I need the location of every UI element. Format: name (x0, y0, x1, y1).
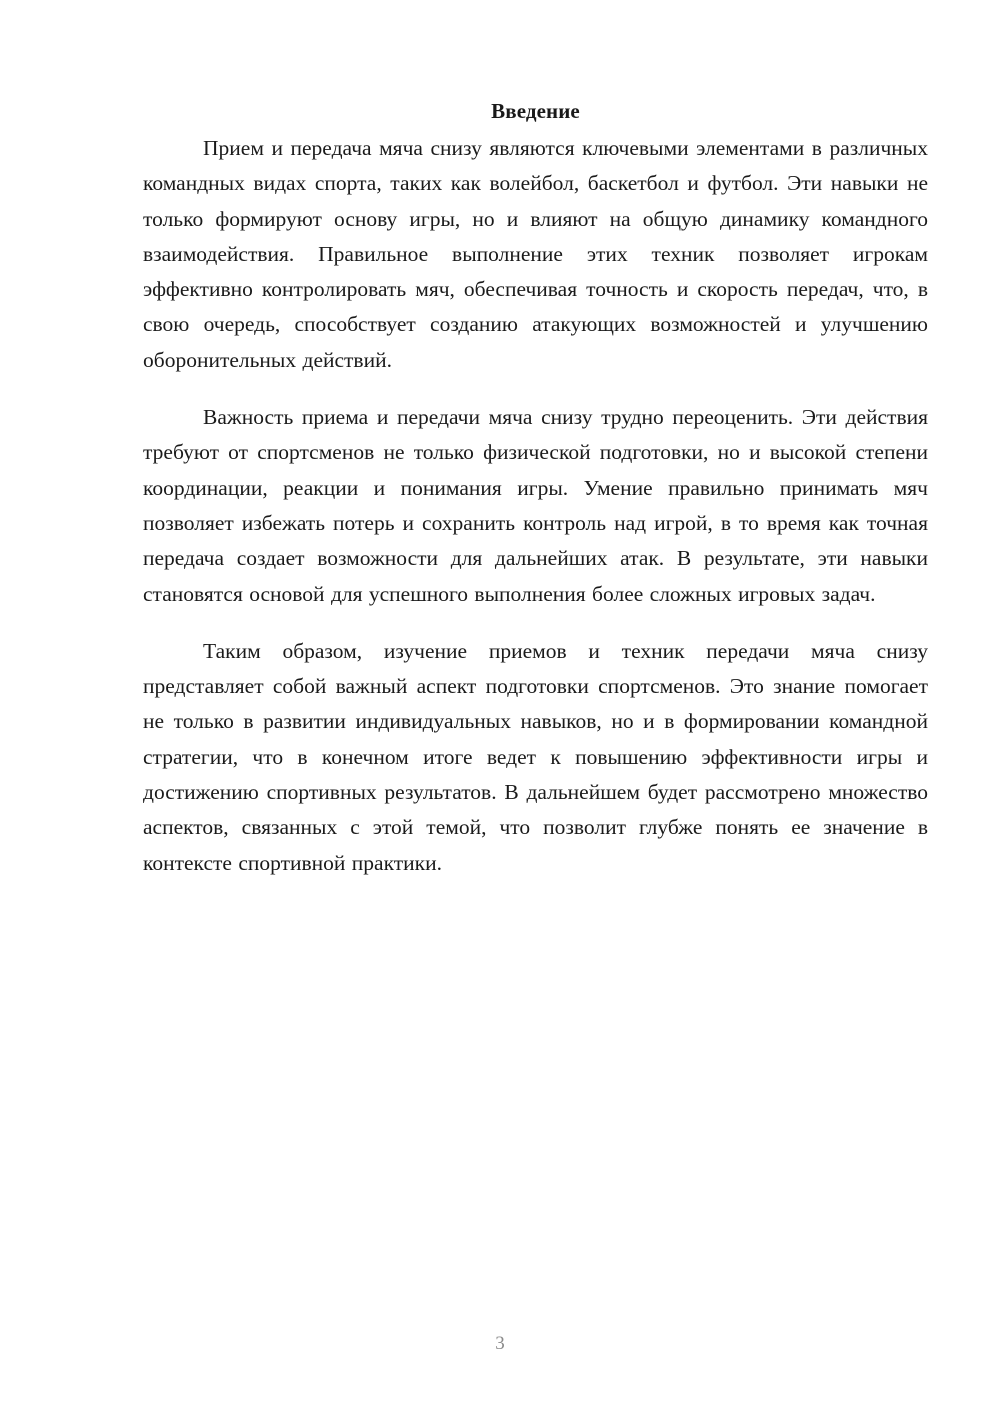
paragraph-3: Таким образом, изучение приемов и техник передачи мяча снизу представляет собой важный аспект подготовки спортсменов. Это знание помогает не только в развитии индивидуальных навыков, но и в формировании командной стратегии, что в конечном итоге ведет к повышению эффективности игры и достижению спортивных результатов. В дальнейшем будет рассмотрено множество аспектов, связанных с этой темой, что позволит глубже понять ее значение в контексте спортивной практики. (143, 638, 928, 875)
page-number: 3 (495, 1333, 505, 1354)
paragraph-2: Важность приема и передачи мяча снизу трудно переоценить. Эти действия требуют от спортсменов не только физической подготовки, но и высокой степени координации, реакции и понимания игры. Умение правильно принимать мяч позволяет избежать потерь и сохранить контроль над игрой, в то время как точная передача создает возможности для дальнейших атак. В результате, эти навыки становятся основой для успешного выполнения более сложных игровых задач. (143, 405, 928, 606)
paragraph-1: Прием и передача мяча снизу являются ключевыми элементами в различных командных видах спорта, таких как волейбол, баскетбол и футбол. Эти навыки не только формируют основу игры, но и влияют на общую динамику командного взаимодействия. Правильное выполнение этих техник позволяет игрокам эффективно контролировать мяч, обеспечивая точность и скорость передач, что, в свою очередь, способствует созданию атакующих возможностей и улучшению оборонительных действий. (143, 136, 928, 372)
page-content (143, 94, 928, 903)
section-title: Введение (491, 99, 580, 123)
